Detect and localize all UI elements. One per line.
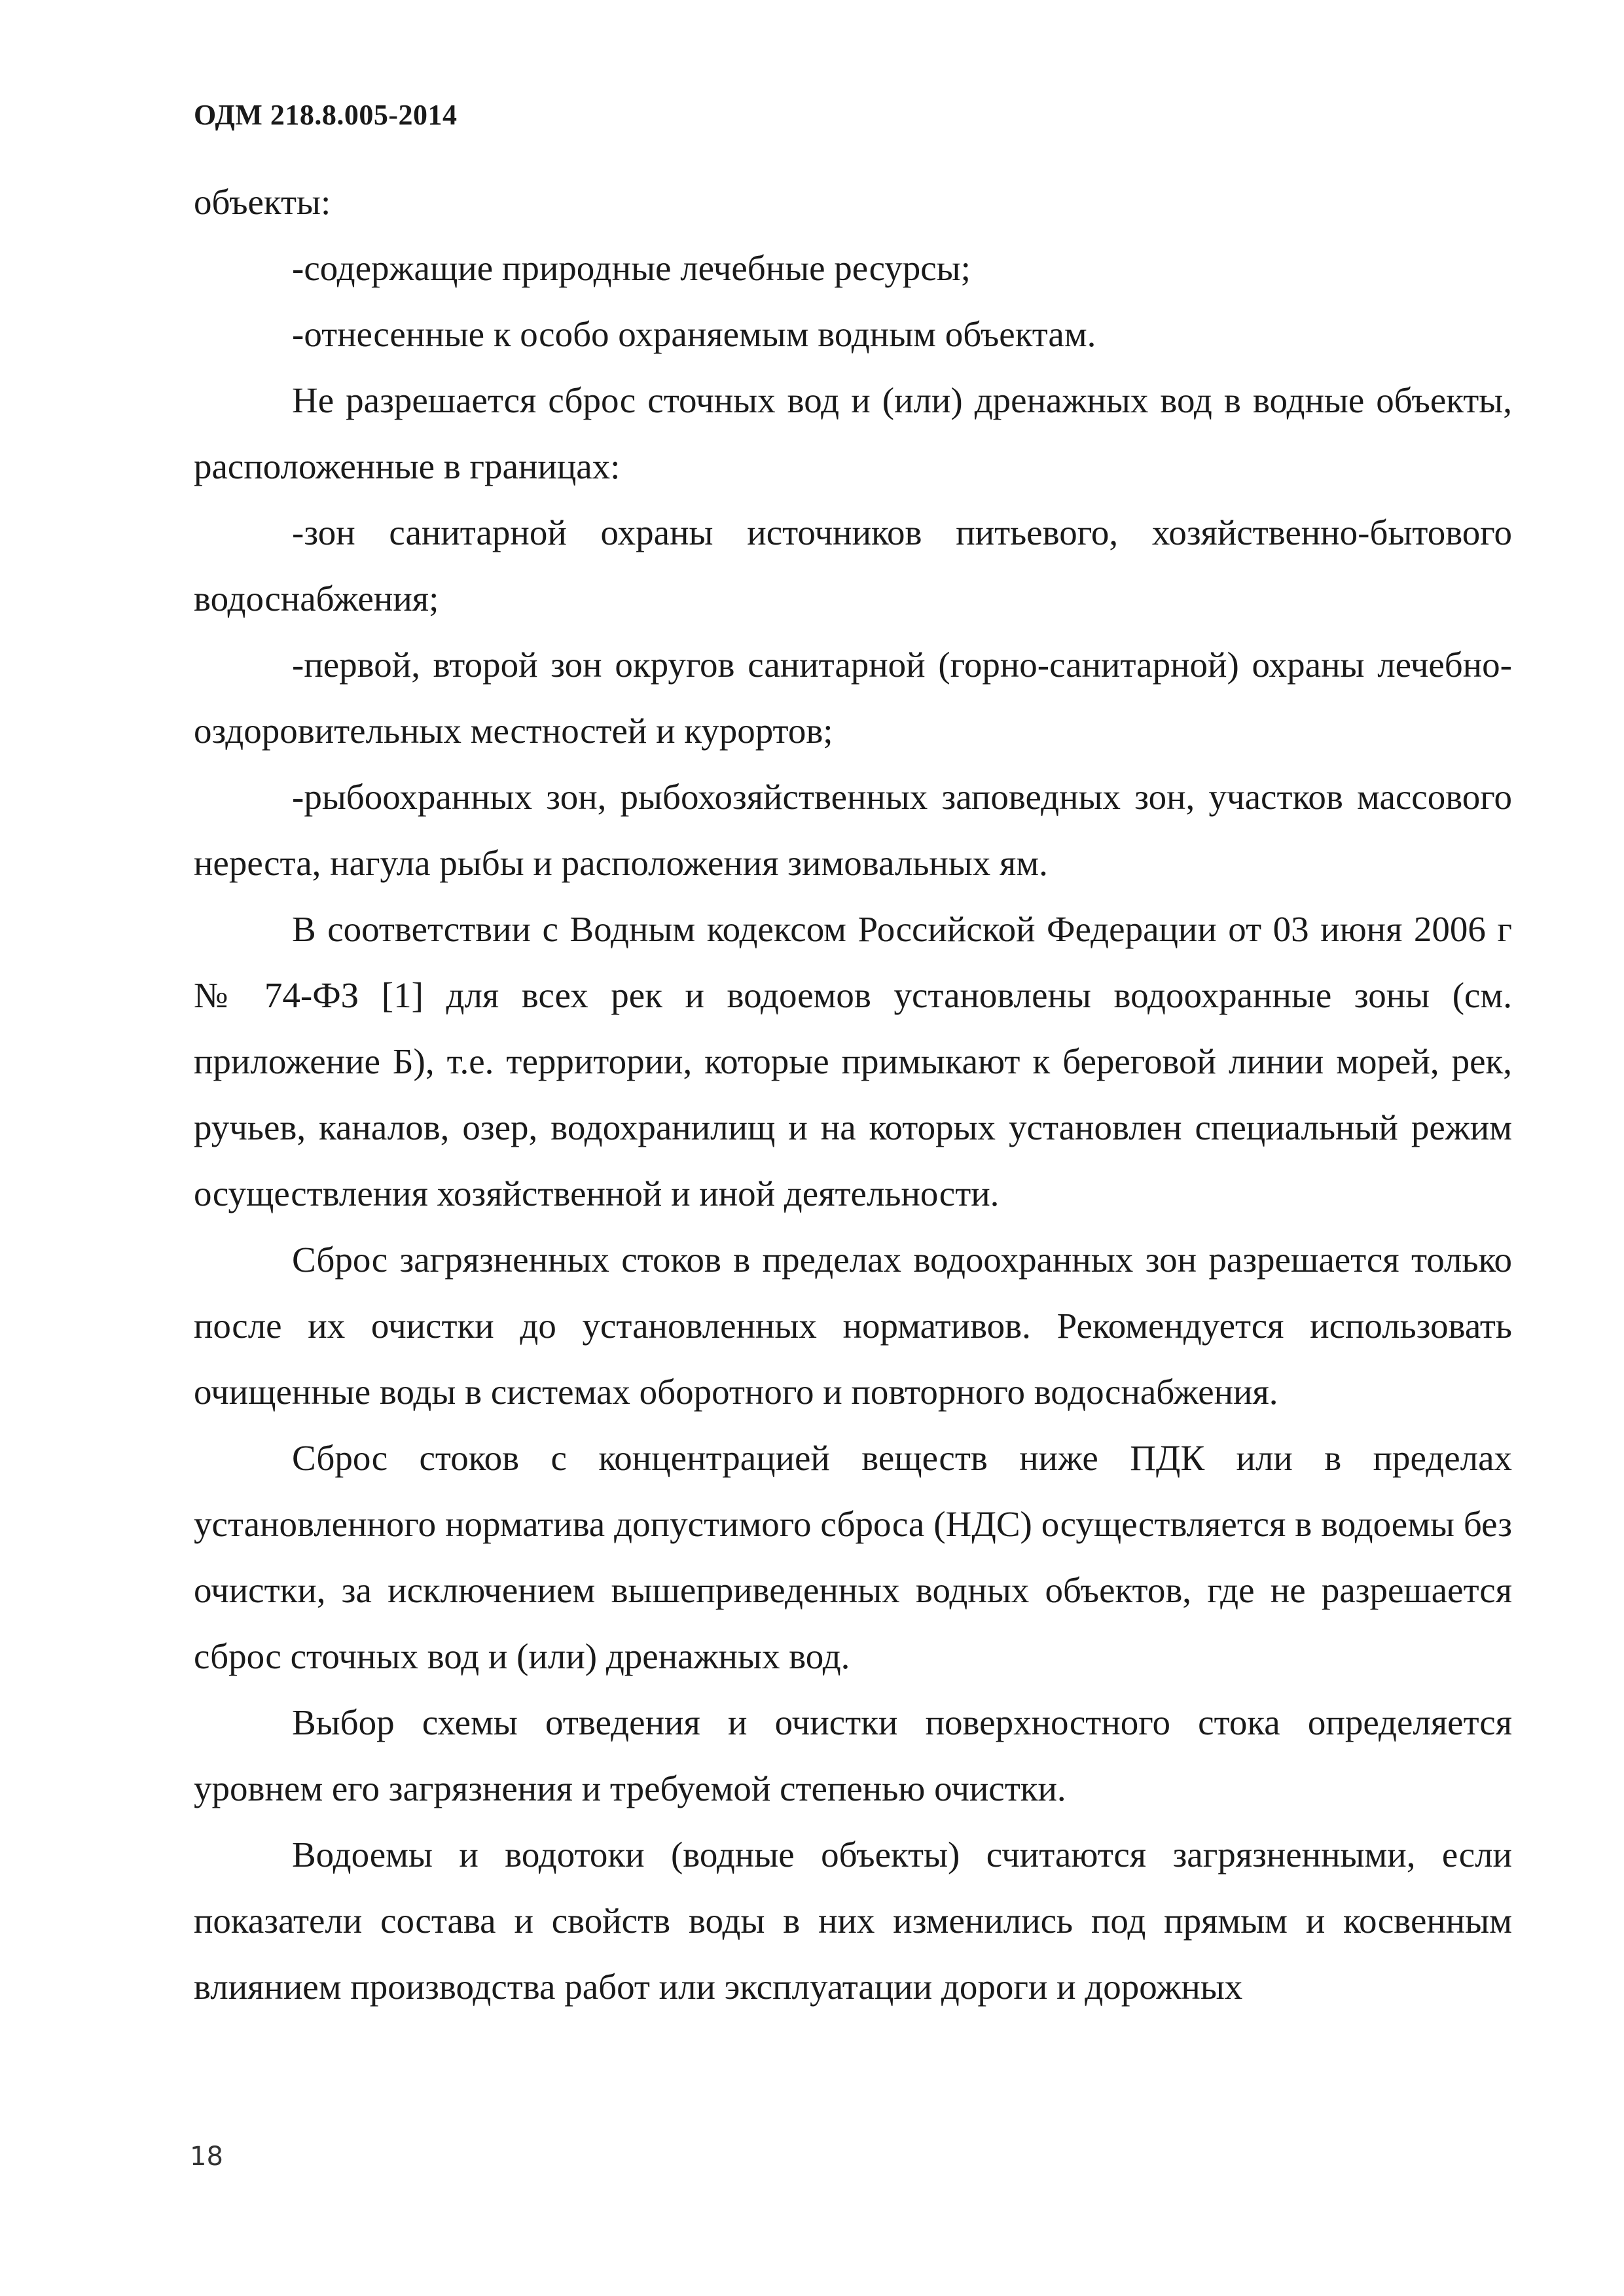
paragraph-scheme-selection: Выбор схемы отведения и очистки поверхностного стока определяется уровнем его загрязнения и требуемой степенью очистки. (194, 1702, 1512, 1808)
paragraph-continuation: объекты: (194, 182, 331, 222)
paragraph-polluted-discharge: Сброс загрязненных стоков в пределах водоохранных зон разрешается только после их очистки до установленных нормативов. Рекомендуется использовать очищенные воды в системах оборотного и повторного водоснабжения. (194, 1240, 1512, 1412)
list-item-sanitary-zones: -зон санитарной охраны источников питьевого, хозяйственно-бытового водоснабжения; (194, 512, 1512, 619)
paragraph-discharge-below-mac: Сброс стоков с концентрацией веществ ниже ПДК или в пределах установленного норматива допустимого сброса (НДС) осуществляется в водоемы без очистки, за исключением вышеприведенных водных объектов, где не разрешается сброс сточных вод и (или) дренажных вод. (194, 1438, 1512, 1676)
paragraph-discharge-prohibited: Не разрешается сброс сточных вод и (или) дренажных вод в водные объекты, расположенные в границах: (194, 380, 1512, 486)
document-code-header: ОДМ 218.8.005-2014 (194, 99, 458, 131)
paragraph-water-code: В соответствии с Водным кодексом Российской Федерации от 03 июня 2006 г № 74-ФЗ [1] для всех рек и водоемов установлены водоохранные зоны (см. приложение Б), т.е. территории, которые примыкают к береговой линии морей, рек, ручьев, каналов, озер, водохранилищ и на которых установлен специальный режим осуществления хозяйственной и иной деятельности. (194, 909, 1512, 1213)
page-number: 18 (190, 2142, 223, 2172)
list-item-resort-zones: -первой, второй зон округов санитарной (горно-санитарной) охраны лечебно-оздоровительных местностей и курортов; (194, 645, 1512, 751)
document-body (194, 169, 1512, 2020)
list-item-healing-resources: -содержащие природные лечебные ресурсы; (292, 248, 971, 288)
list-item-protected-water: -отнесенные к особо охраняемым водным объектам. (292, 314, 1096, 354)
list-item-fish-zones: -рыбоохранных зон, рыбохозяйственных заповедных зон, участков массового нереста, нагула рыбы и расположения зимовальных ям. (194, 777, 1512, 883)
paragraph-polluted-water-bodies: Водоемы и водотоки (водные объекты) считаются загрязненными, если показатели состава и свойств воды в них изменились под прямым и косвенным влиянием производства работ или эксплуатации дороги и дорожных (194, 1835, 1512, 2007)
